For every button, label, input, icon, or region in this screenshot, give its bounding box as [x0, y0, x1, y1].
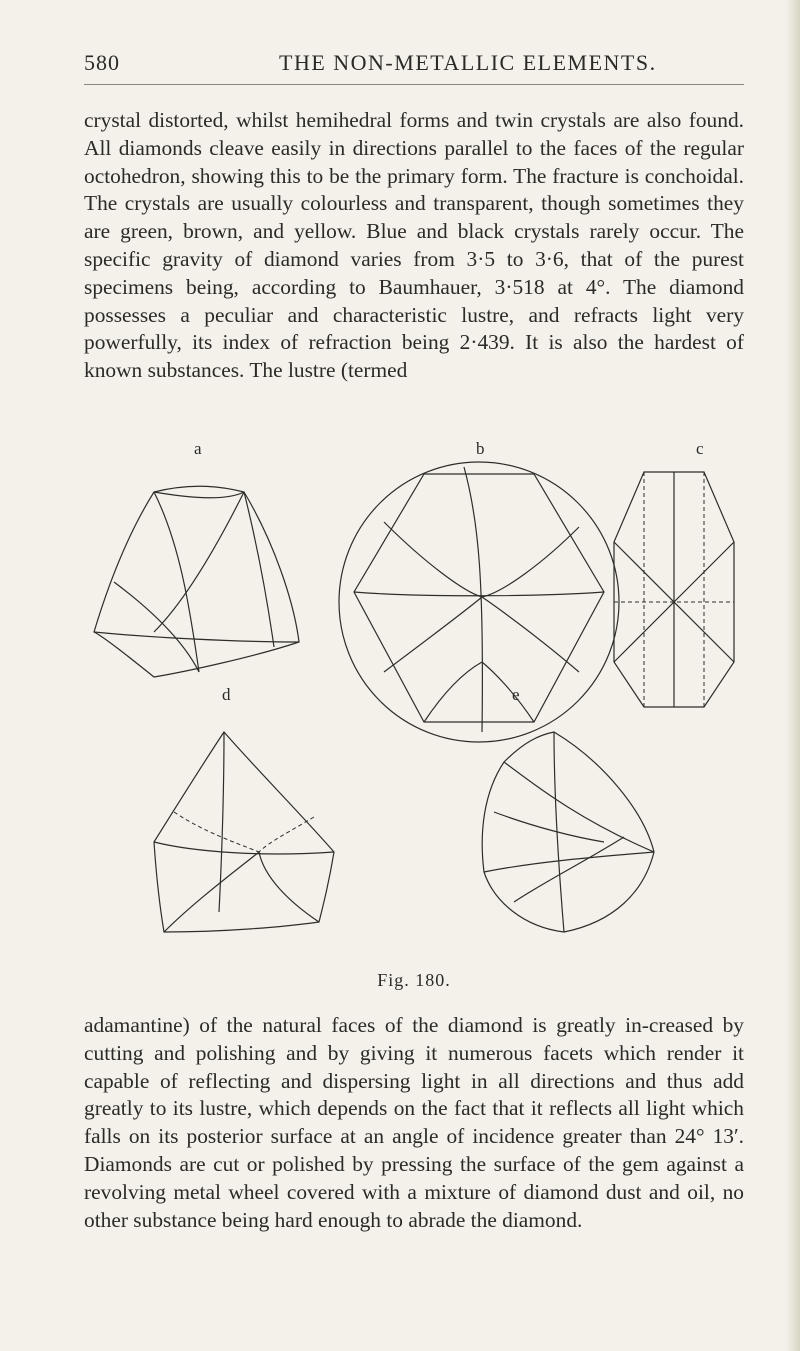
crystal-e-drawing — [482, 732, 654, 932]
paragraph-1: crystal distorted, whilst hemihedral forms and twin crystals are also found. All diamonds cleave easily in directions parallel to the faces of the regular octohedron, showing this to be the primary form. The fracture is conchoidal. The crystals are usually colourless and transparent, though sometimes they are green, brown, and yellow. Blue and black crystals rarely occur. The specific gravity of diamond varies from 3·5 to 3·6, that of the purest specimens being, according to Baumhauer, 3·518 at 4°. The diamond possesses a peculiar and characteristic lustre, and refracts light very powerfully, its index of refraction being 2·439. It is also the hardest of known substances. The lustre (termed — [84, 108, 744, 383]
crystal-d-drawing — [154, 732, 334, 932]
figure-label-a: a — [194, 439, 202, 458]
figure-label-c: c — [696, 439, 704, 458]
crystal-b-drawing — [339, 462, 619, 742]
running-title: THE NON-METALLIC ELEMENTS. — [279, 50, 657, 75]
figure-label-d: d — [222, 685, 231, 704]
crystal-drawings — [84, 432, 744, 952]
crystal-a-drawing — [94, 486, 299, 677]
crystal-c-drawing — [614, 472, 734, 707]
figure-label-e: e — [512, 685, 520, 704]
crystal-figure — [84, 432, 744, 990]
paragraph-2: adamantine) of the natural faces of the diamond is greatly in-creased by cutting and polishing and by giving it numerous facets which render it capable of reflecting and dispersing light in all directions and thus add greatly to its lustre, which depends on the fact that it reflects all light which falls on its posterior surface at an angle of incidence greater than 24° 13′. Diamonds are cut or polished by pressing the surface of the gem against a revolving metal wheel covered with a mixture of diamond dust and oil, no other substance being hard enough to abrade the diamond. — [84, 1013, 744, 1232]
page-edge-shadow — [786, 0, 800, 1351]
page-number: 580 — [84, 50, 120, 75]
figure-label-b: b — [476, 439, 485, 458]
page-header — [84, 44, 744, 85]
figure-caption: Fig. 180. — [377, 970, 451, 990]
